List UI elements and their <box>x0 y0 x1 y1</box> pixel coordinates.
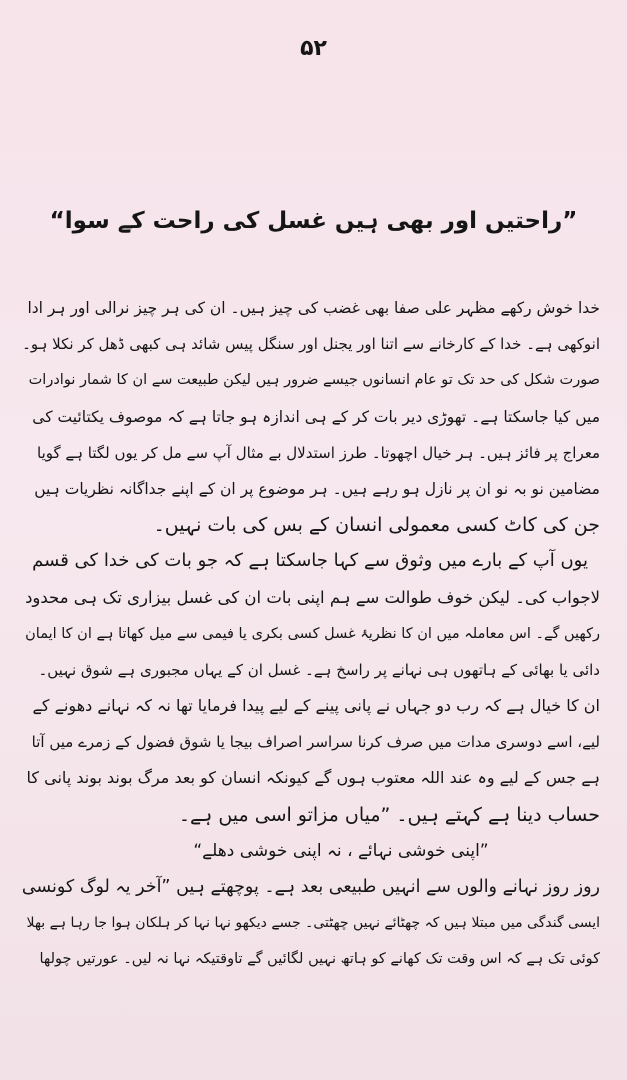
text-line: رکھیں گے۔ اس معاملہ میں ان کا نظریۂ غسل کسی بکری یا فیمی سے میل کھاتا ہے ان کا ایمان <box>25 625 600 642</box>
chapter-title: ”راحتیں اور بھی ہیں غسل کی راحت کے سوا“ <box>49 208 578 234</box>
text-line: ان کا خیال ہے کہ رب دو جہاں نے پانی پینے کے لیے پیدا فرمایا تھا نہ کہ نہانے دھونے کے <box>32 696 600 716</box>
body-text <box>22 290 600 978</box>
text-line: صورت شکل کی حد تک تو عام انسانوں جیسے ضرور ہیں لیکن طبیعت سے ان کا شمار نوادرات <box>28 372 600 389</box>
text-line: کوئی تک ہے کہ اس وقت تک کھانے کو ہاتھ نہیں لگائیں گے تاوقتیکہ نہا نہ لیں۔ عورتیں چولھا <box>39 951 600 968</box>
text-line: مضامین نو بہ نو ان پر نازل ہو رہے ہیں۔ ہر موضوع پر ان کے اپنے جداگانہ نظریات ہیں <box>34 479 600 498</box>
page-number: ۵۲ <box>300 36 327 61</box>
text-line: دائی یا بھائی کے ہاتھوں ہی نہانے پر راسخ ہے۔ غسل ان کے یہاں مجبوری ہے شوق نہیں۔ <box>38 660 600 679</box>
text-line: روز روز نہانے والوں سے انہیں طبیعی بعد ہے۔ پوچھتے ہیں ”آخر یہ لوگ کونسی <box>22 877 600 897</box>
text-line: خدا خوش رکھے مظہر علی صفا بھی غضب کی چیز ہیں۔ ان کی ہر چیز نرالی اور ہر ادا <box>27 299 600 317</box>
text-line: انوکھی ہے۔ خدا کے کارخانے سے اتنا اور یجنل اور سنگل پیس شائد ہی کبھی ڈھل کر نکلا ہو۔ <box>22 335 600 354</box>
text-line: معراج پر فائز ہیں۔ ہر خیال اچھوتا۔ طرز استدلال بے مثال آپ سے مل کر یوں لگتا ہے گویا <box>37 443 600 462</box>
verse-line: ”اپنی خوشی نہائے ، نہ اپنی خوشی دھلے“ <box>193 840 489 861</box>
text-line: ہے جس کے لیے وہ عند اللہ معتوب ہوں گے کیونکہ انسان کو بعد مرگ بوند بوند پانی کا <box>26 768 600 788</box>
text-line: لاجواب کی۔ لیکن خوف طوالت سے ہم اپنی بات ان کی غسل بیزاری تک ہی محدود <box>25 587 600 607</box>
text-line: یوں آپ کے بارے میں وثوق سے کہا جاسکتا ہے کہ جو بات کی خدا کی قسم <box>32 550 588 572</box>
text-line: ایسی گندگی میں مبتلا ہیں کہ چھٹائے نہیں چھٹتی۔ جسے دیکھو نہا نہا کر ہلکان ہوا جا رہا ہے بھلا <box>26 915 600 932</box>
text-line: جن کی کاٹ کسی معمولی انسان کے بس کی بات نہیں۔ <box>153 514 600 537</box>
text-line: لیے، اسے دوسری مدات میں صرف کرنا سراسر اصراف بیجا یا شوق فضول کے زمرے میں آتا <box>31 733 600 752</box>
text-line: میں کیا جاسکتا ہے۔ تھوڑی دیر بات کر کے ہی اندازہ ہو جاتا ہے کہ موصوف یکتائیت کی <box>32 407 600 426</box>
text-line: حساب دینا ہے کہتے ہیں۔ ”میاں مزاتو اسی میں ہے۔ <box>178 803 600 826</box>
